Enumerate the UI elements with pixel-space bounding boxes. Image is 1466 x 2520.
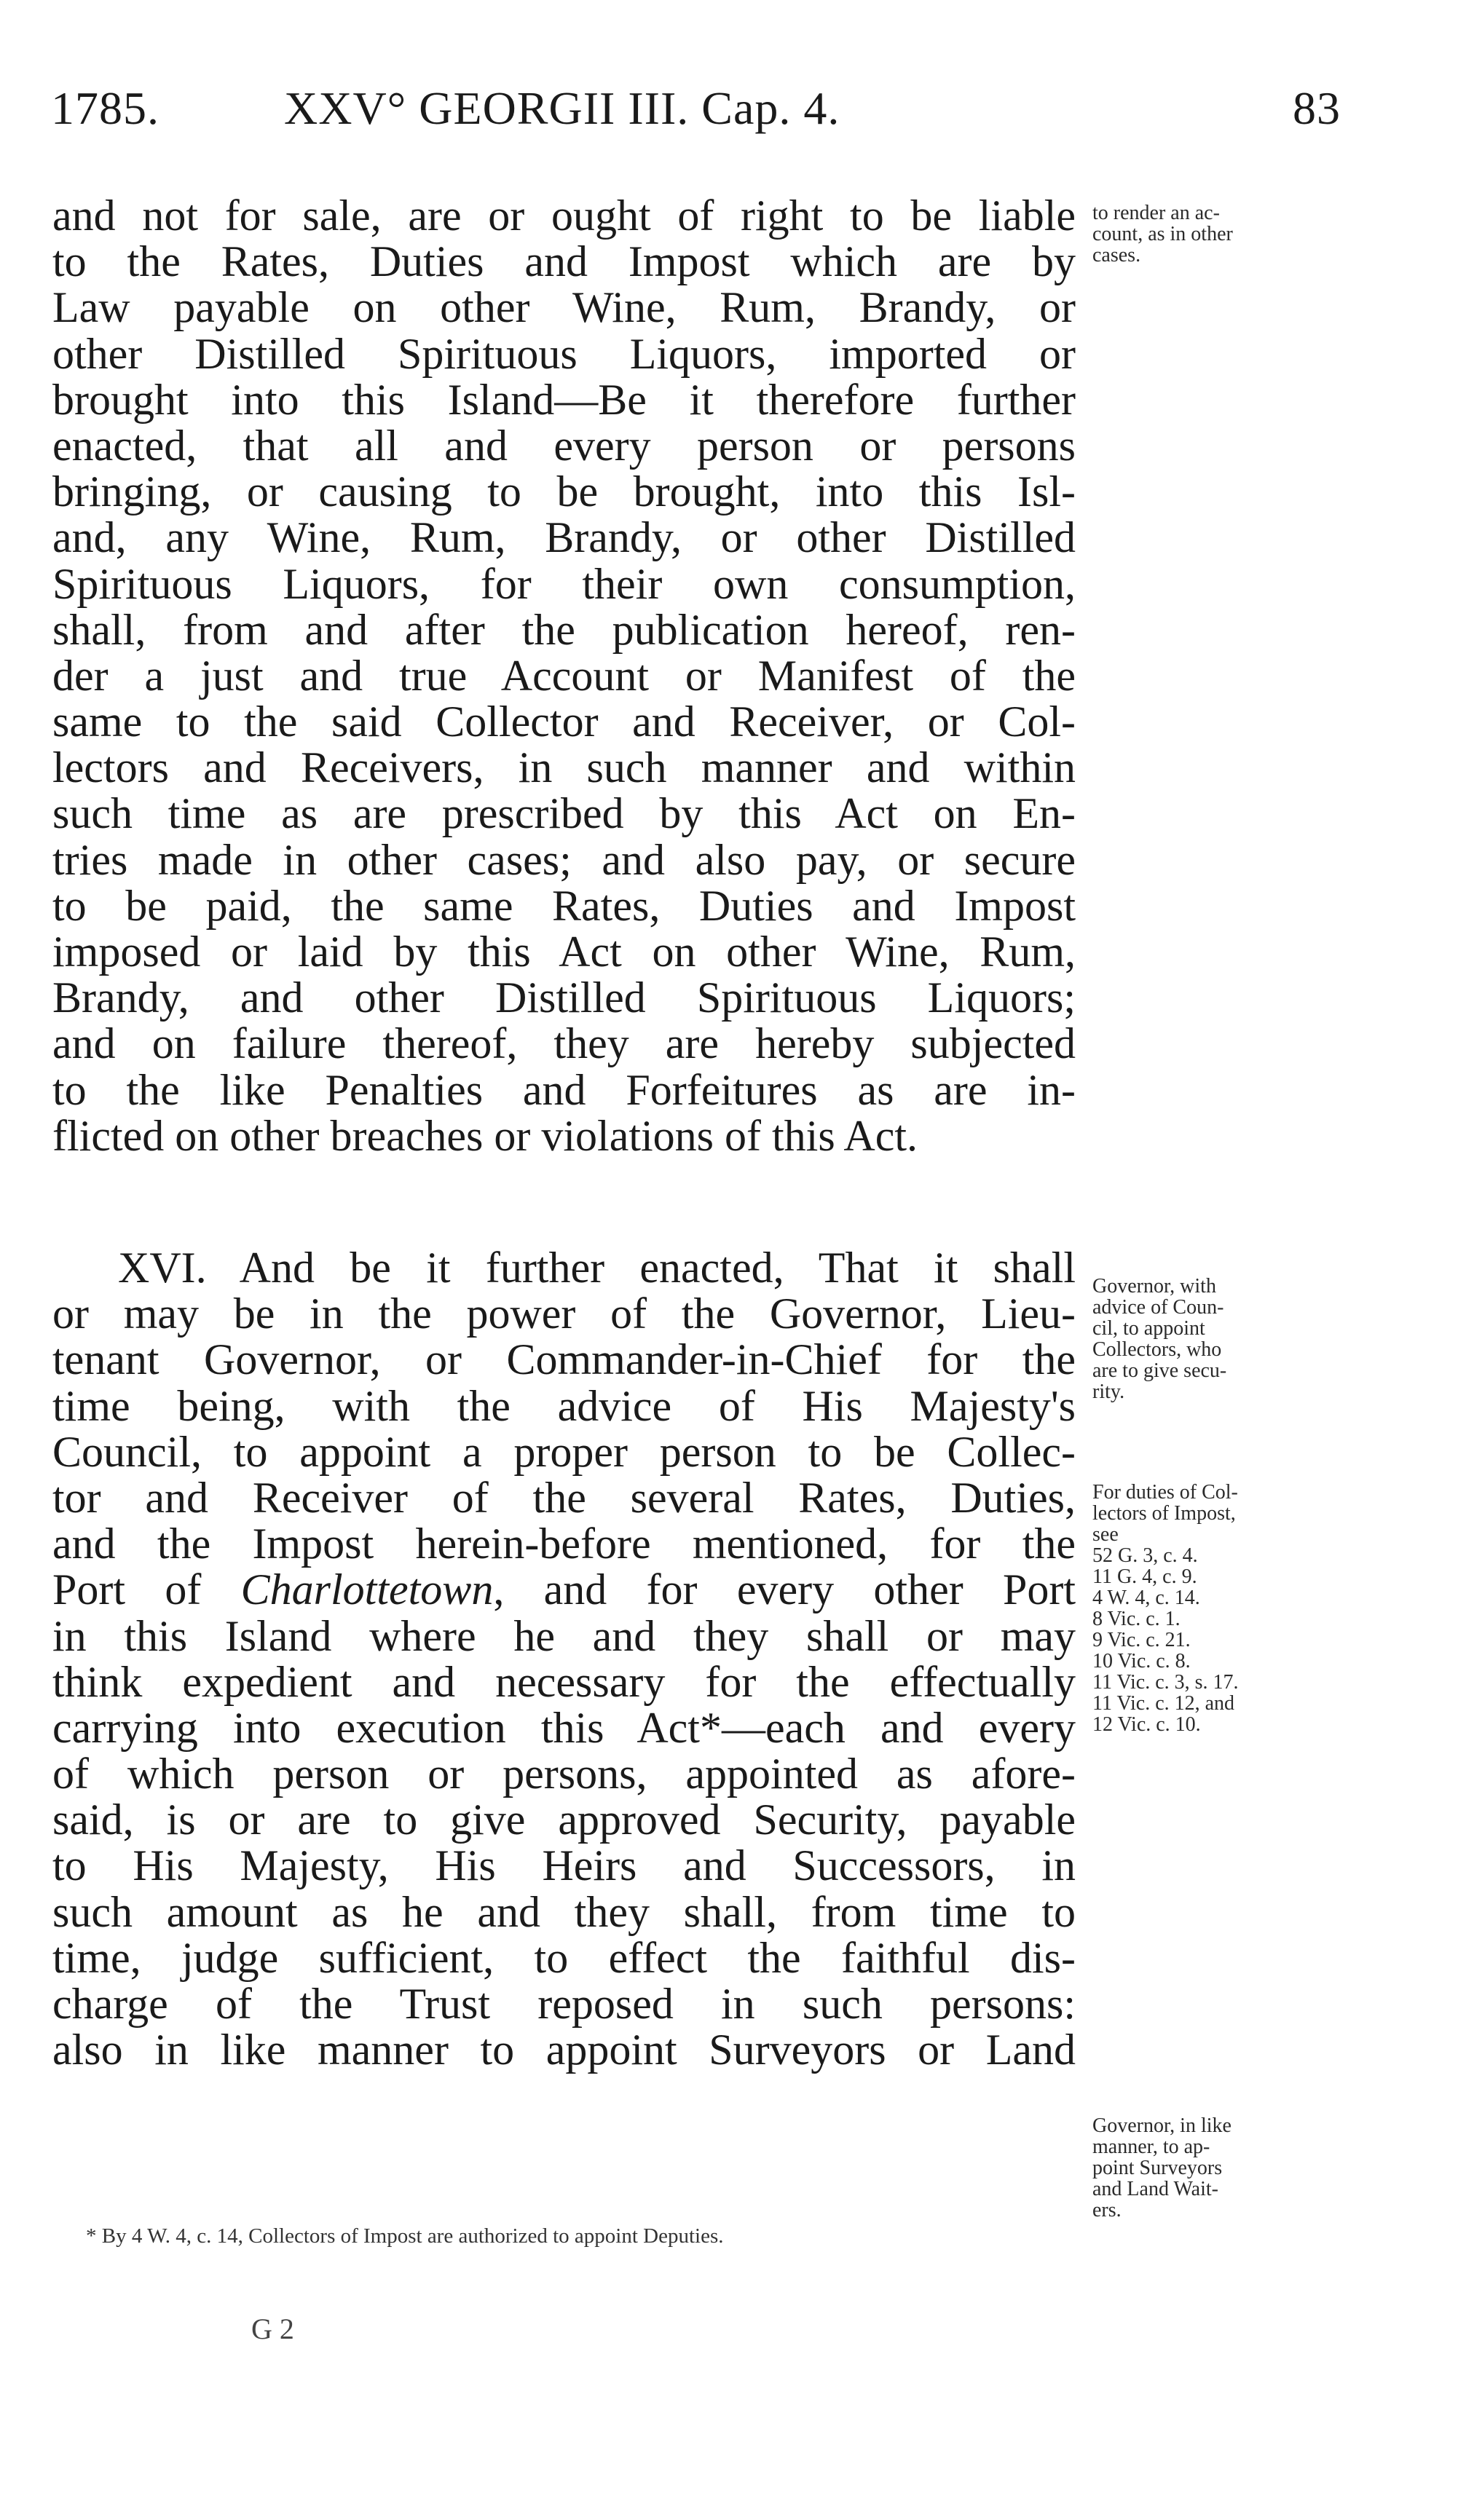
margin-note-line: are to give secu- <box>1092 1359 1227 1382</box>
text-line: lectors and Receivers, in such manner and within <box>52 743 1076 792</box>
page-number: 83 <box>1293 82 1341 134</box>
margin-note-line: 11 Vic. c. 3, s. 17. <box>1092 1671 1239 1694</box>
margin-note-line: 10 Vic. c. 8. <box>1092 1650 1191 1672</box>
text-line: flicted on other breaches or violations of this Act. <box>52 1111 918 1160</box>
margin-note-line: manner, to ap- <box>1092 2136 1210 2158</box>
text-line: in this Island where he and they shall or may <box>52 1611 1076 1660</box>
text-line: think expedient and necessary for the effectually <box>52 1657 1076 1706</box>
text-line: and not for sale, are or ought of right to be liable <box>52 191 1076 240</box>
text-line: shall, from and after the publication hereof, ren- <box>52 605 1076 654</box>
text-line: imposed or laid by this Act on other Wine, Rum, <box>52 928 1076 976</box>
margin-note-line: point Surveyors <box>1092 2157 1223 2179</box>
text-line: to His Majesty, His Heirs and Successors, in <box>52 1841 1076 1890</box>
margin-note-line: and Land Wait- <box>1092 2178 1218 2200</box>
text-line: same to the said Collector and Receiver, or Col- <box>52 698 1076 746</box>
text-line: and, any Wine, Rum, Brandy, or other Distilled <box>52 513 1076 562</box>
text-line: also in like manner to appoint Surveyors or Land <box>52 2026 1076 2074</box>
text-line: charge of the Trust reposed in such persons: <box>52 1980 1076 2028</box>
margin-note-line: see <box>1092 1523 1119 1546</box>
text-line: Law payable on other Wine, Rum, Brandy, or <box>52 283 1076 332</box>
margin-note-line: 8 Vic. c. 1. <box>1092 1608 1181 1630</box>
text-line: Brandy, and other Distilled Spirituous Liquors; <box>52 973 1076 1022</box>
running-header <box>51 82 1362 140</box>
margin-note-render-account <box>1092 202 1315 266</box>
margin-note-line: advice of Coun- <box>1092 1296 1224 1319</box>
margin-note-line: to render an ac- <box>1092 202 1220 224</box>
text-line: Port of Charlottetown, and for every other Port <box>52 1565 1076 1614</box>
text-line: tor and Receiver of the several Rates, Duties, <box>52 1473 1076 1522</box>
margin-note-line: Governor, in like <box>1092 2114 1231 2137</box>
margin-note-line: 9 Vic. c. 21. <box>1092 1629 1191 1651</box>
footnote: * By 4 W. 4, c. 14, Collectors of Impost are authorized to appoint Deputies. <box>86 2224 724 2248</box>
place-name: Charlottetown <box>240 1565 494 1614</box>
text-line: or may be in the power of the Governor, Lieu- <box>52 1289 1076 1338</box>
section-xvi <box>52 1245 1076 2073</box>
text-line: Spirituous Liquors, for their own consumption, <box>52 559 1076 608</box>
text-line: to be paid, the same Rates, Duties and Impost <box>52 881 1076 930</box>
text-line: bringing, or causing to be brought, into this Isl- <box>52 467 1076 516</box>
margin-note-governor-collectors <box>1092 1276 1315 1402</box>
text-line: brought into this Island—Be it therefore further <box>52 375 1076 424</box>
text-line: such amount as he and they shall, from time to <box>52 1887 1076 1936</box>
margin-note-duties-references <box>1092 1482 1315 1735</box>
text-line: such time as are prescribed by this Act on En- <box>52 789 1076 838</box>
margin-note-line: 11 Vic. c. 12, and <box>1092 1692 1235 1715</box>
text-line: Council, to appoint a proper person to be Collec- <box>52 1427 1076 1476</box>
text-line: XVI. And be it further enacted, That it shall <box>118 1244 1076 1292</box>
margin-note-line: cases. <box>1092 244 1141 266</box>
text-line: to the Rates, Duties and Impost which are by <box>52 237 1076 286</box>
text-line: time being, with the advice of His Majesty's <box>52 1381 1076 1430</box>
section-continuation <box>52 193 1076 1159</box>
text-line: der a just and true Account or Manifest of the <box>52 651 1076 700</box>
text-line: time, judge sufficient, to effect the faithful dis- <box>52 1933 1076 1982</box>
margin-note-line: count, as in other <box>1092 223 1233 245</box>
margin-note-line: 52 G. 3, c. 4. <box>1092 1544 1198 1567</box>
text-line: and the Impost herein-before mentioned, for the <box>52 1520 1076 1568</box>
margin-note-line: Collectors, who <box>1092 1338 1222 1361</box>
margin-note-line: rity. <box>1092 1381 1125 1403</box>
margin-note-line: lectors of Impost, <box>1092 1502 1236 1525</box>
margin-note-line: 4 W. 4, c. 14. <box>1092 1587 1200 1609</box>
signature-mark: G 2 <box>251 2312 294 2345</box>
header-year: 1785. <box>51 82 159 134</box>
header-title: XXV° GEORGII III. Cap. 4. <box>284 82 840 134</box>
margin-note-surveyors <box>1092 2115 1315 2221</box>
text-line: tenant Governor, or Commander-in-Chief for the <box>52 1335 1076 1384</box>
text-line: said, is or are to give approved Security, payable <box>52 1796 1076 1844</box>
margin-note-line: 12 Vic. c. 10. <box>1092 1713 1201 1736</box>
text-line: carrying into execution this Act*—each and every <box>52 1703 1076 1752</box>
margin-note-line: cil, to appoint <box>1092 1317 1205 1340</box>
text-line: of which person or persons, appointed as afore- <box>52 1750 1076 1798</box>
text-line: other Distilled Spirituous Liquors, imported or <box>52 329 1076 378</box>
text-line: tries made in other cases; and also pay, or secure <box>52 835 1076 884</box>
text-line: enacted, that all and every person or persons <box>52 421 1076 470</box>
margin-note-line: Governor, with <box>1092 1275 1216 1297</box>
margin-note-line: For duties of Col- <box>1092 1481 1238 1504</box>
margin-note-line: 11 G. 4, c. 9. <box>1092 1565 1197 1588</box>
text-line: and on failure thereof, they are hereby subjected <box>52 1019 1076 1068</box>
margin-note-line: ers. <box>1092 2199 1122 2221</box>
text-line: to the like Penalties and Forfeitures as are in- <box>52 1065 1076 1114</box>
